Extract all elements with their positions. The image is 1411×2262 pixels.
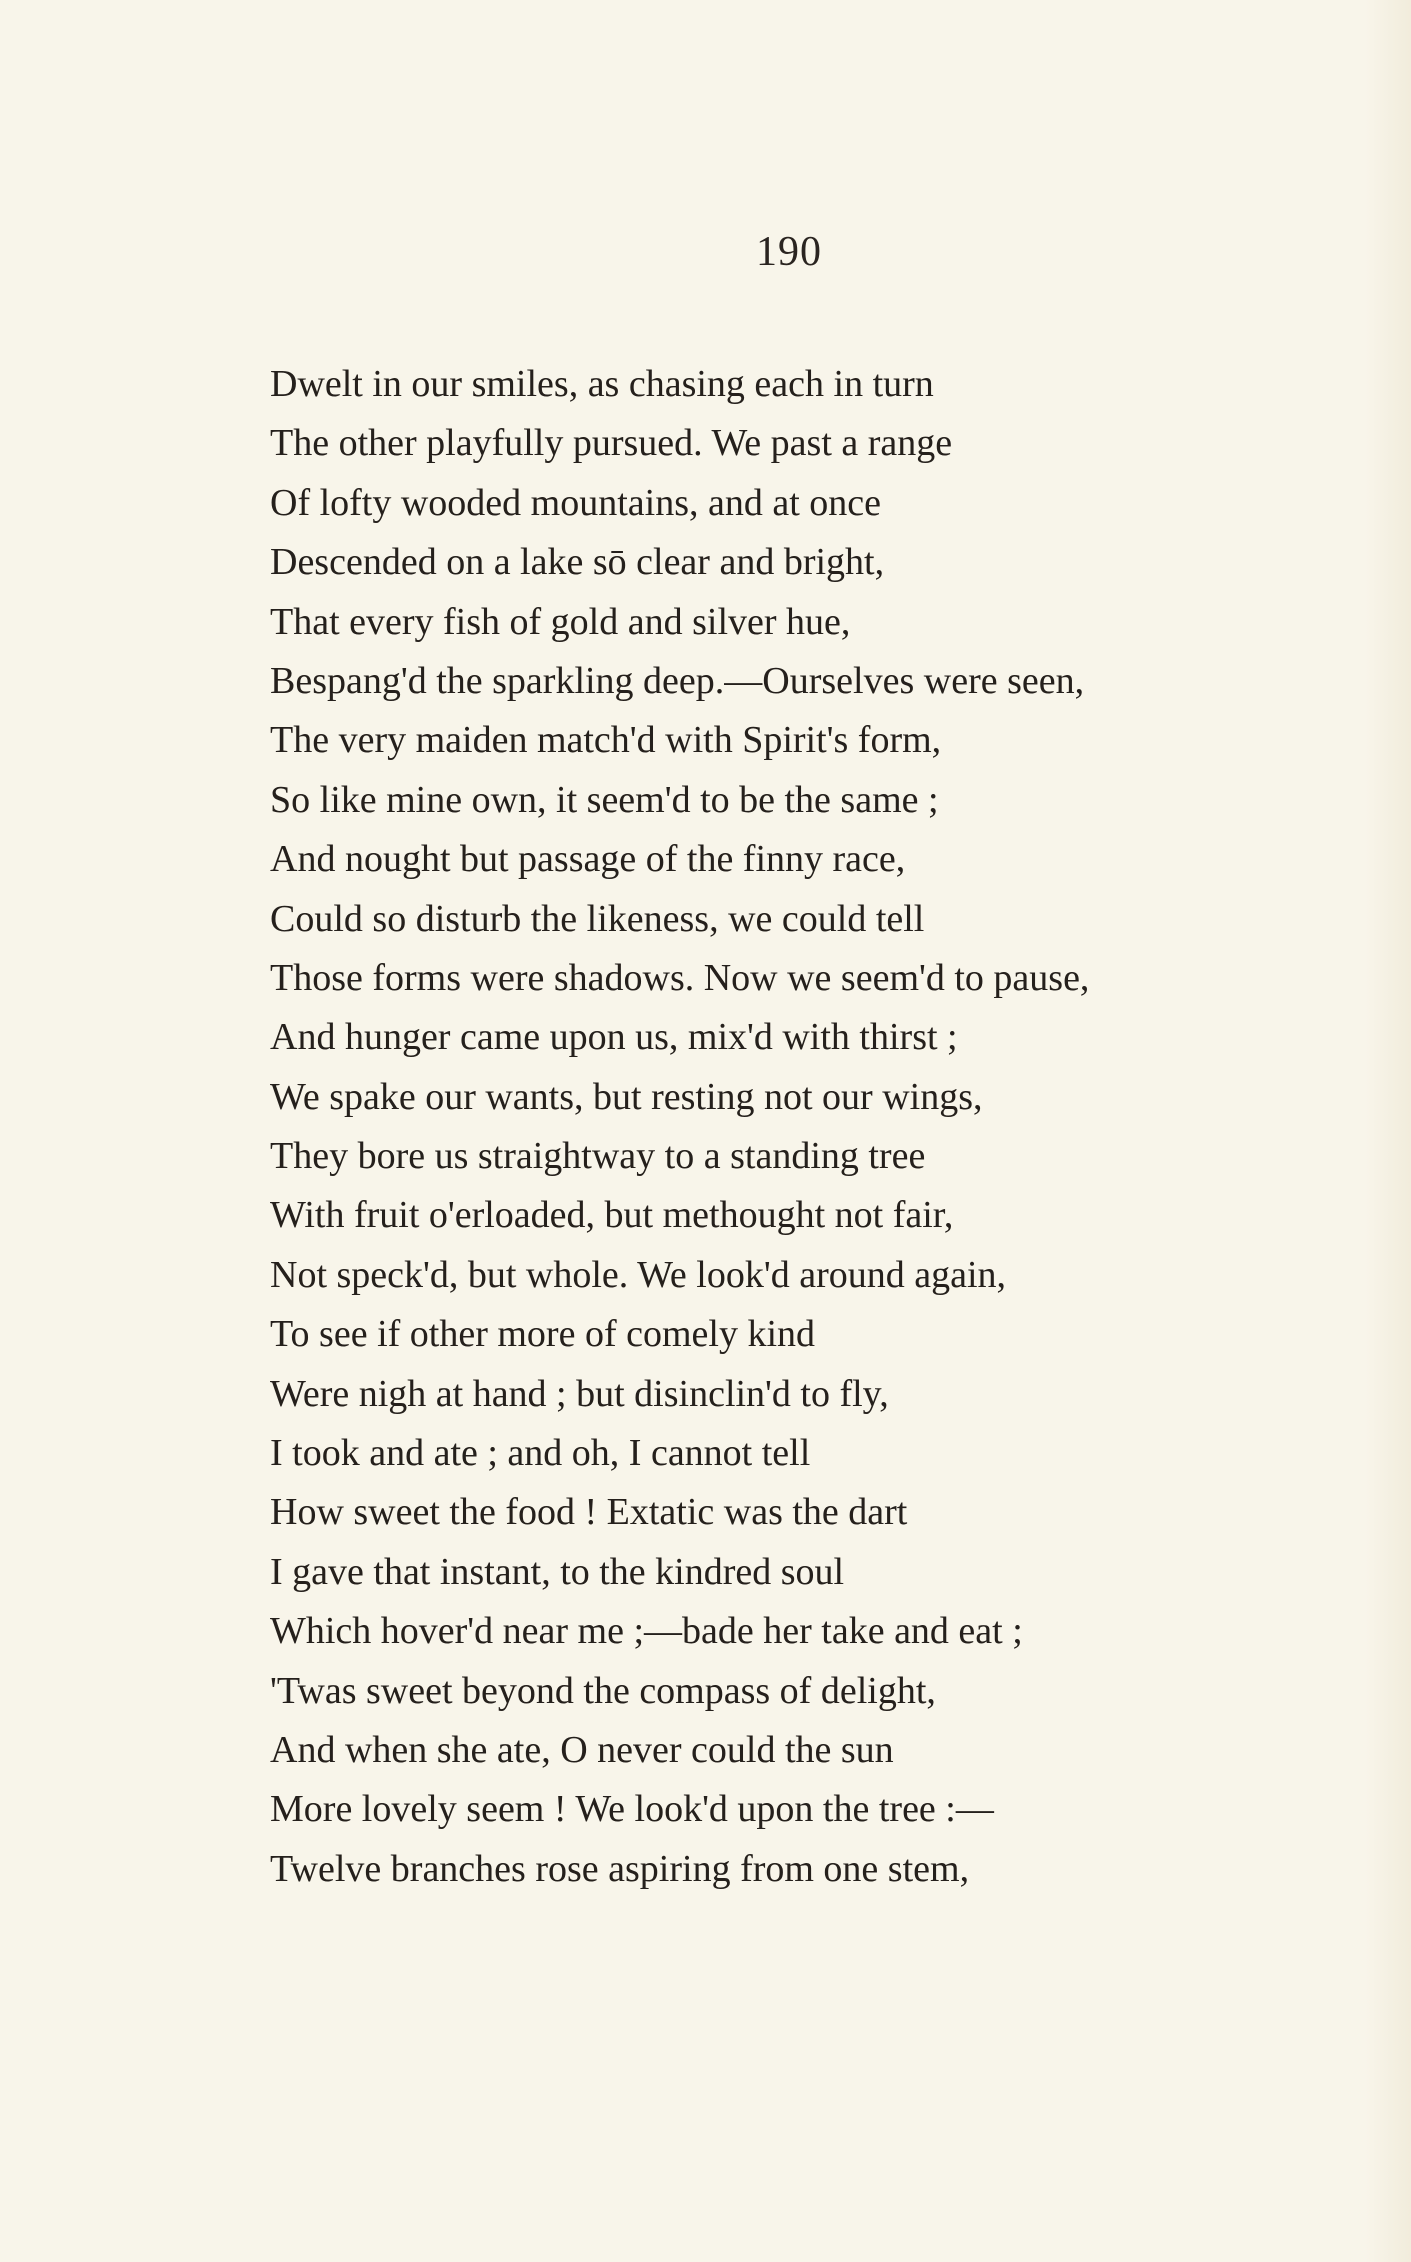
poem-line: And hunger came upon us, mix'd with thirst ; xyxy=(270,1016,958,1059)
poem-line: How sweet the food ! Extatic was the dart xyxy=(270,1491,908,1534)
poem-line: Twelve branches rose aspiring from one stem, xyxy=(270,1847,970,1890)
poem-line: To see if other more of comely kind xyxy=(270,1313,816,1356)
poem-line: Those forms were shadows. Now we seem'd to pause, xyxy=(270,956,1090,999)
poem-line: 'Twas sweet beyond the compass of delight, xyxy=(270,1669,936,1712)
poem-line: So like mine own, it seem'd to be the same ; xyxy=(270,778,939,821)
poem-line: Were nigh at hand ; but disinclin'd to fly, xyxy=(270,1372,889,1415)
poem-line: The other playfully pursued. We past a range xyxy=(270,422,953,465)
poem-line: Which hover'd near me ;—bade her take and eat ; xyxy=(270,1610,1023,1653)
poem-line: I took and ate ; and oh, I cannot tell xyxy=(270,1432,811,1475)
poem-line: Bespang'd the sparkling deep.—Ourselves were seen, xyxy=(270,659,1085,702)
poem-line: Could so disturb the likeness, we could tell xyxy=(270,897,925,940)
poem-text xyxy=(270,355,1089,1899)
poem-line: Descended on a lake sō clear and bright, xyxy=(270,541,885,584)
poem-line: They bore us straightway to a standing tree xyxy=(270,1135,926,1178)
poem-line: Dwelt in our smiles, as chasing each in turn xyxy=(270,363,934,405)
poem-line: I gave that instant, to the kindred soul xyxy=(270,1550,845,1593)
page-edge-shading xyxy=(1365,0,1411,2262)
poem-line: And when she ate, O never could the sun xyxy=(270,1728,894,1771)
poem-line: Of lofty wooded mountains, and at once xyxy=(270,481,882,524)
page-number: 190 xyxy=(756,229,822,275)
poem-line: That every fish of gold and silver hue, xyxy=(270,600,851,643)
poem-line: And nought but passage of the finny race, xyxy=(270,838,906,881)
poem-line: With fruit o'erloaded, but methought not fair, xyxy=(270,1194,954,1237)
poem-line: Not speck'd, but whole. We look'd around again, xyxy=(270,1253,1007,1296)
poem-line: More lovely seem ! We look'd upon the tree :— xyxy=(270,1788,994,1831)
poem-line: We spake our wants, but resting not our wings, xyxy=(270,1075,983,1118)
poem-line: The very maiden match'd with Spirit's form, xyxy=(270,719,942,762)
